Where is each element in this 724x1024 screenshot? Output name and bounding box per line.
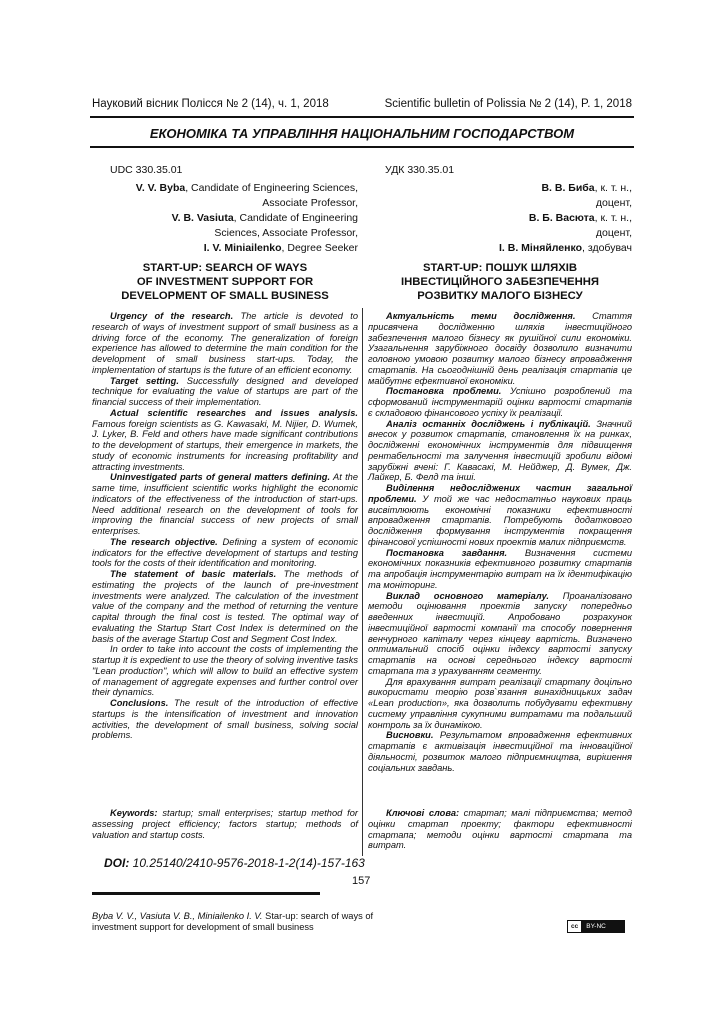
author-name: В. Б. Васюта	[528, 212, 595, 224]
citation	[92, 911, 412, 933]
paragraph-heading: Виділення недосліджених частин загальної проблеми.	[368, 483, 632, 504]
footer-rule	[92, 892, 320, 895]
paragraph-heading: Постановка завдання.	[386, 547, 508, 558]
keywords-label: Ключові слова:	[386, 808, 460, 818]
title-line: ІНВЕСТИЦІЙНОГО ЗАБЕЗПЕЧЕННЯ	[400, 276, 600, 288]
author-credentials: , здобувач	[582, 242, 632, 254]
authors-uk	[368, 181, 632, 256]
abstract-paragraph	[92, 537, 358, 569]
paragraph-text: У той же час недостатньо наукових праць висвітлюють економічні показники ефективності впровадження стартапів. Потребують додаткового дослідження формування інструментів покращення фінансової успішності нових проектів малих підприємств.	[368, 493, 632, 547]
title-line: OF INVESTMENT SUPPORT FOR	[136, 276, 314, 288]
column-divider	[362, 308, 363, 856]
article-title-uk	[368, 261, 632, 303]
abstract-paragraph	[92, 376, 358, 408]
author-line	[92, 181, 358, 196]
section-rule	[90, 146, 634, 148]
abstract-paragraph	[92, 644, 358, 698]
title-line: DEVELOPMENT OF SMALL BUSINESS	[121, 290, 329, 302]
paragraph-text: Defining a system of economic indicators for the effective development of startups and testing tools for the costs of their identification and monitoring.	[92, 536, 358, 569]
author-line	[92, 226, 358, 241]
section-title: ЕКОНОМІКА ТА УПРАВЛІННЯ НАЦІОНАЛЬНИМ ГОСПОДАРСТВОМ	[149, 126, 575, 141]
journal-header-uk: Науковий вісник Полісся № 2 (14), ч. 1, 2018	[92, 98, 329, 110]
author-line	[92, 241, 358, 256]
title-line: РОЗВИТКУ МАЛОГО БІЗНЕСУ	[417, 290, 583, 302]
paragraph-heading: Висновки.	[386, 730, 434, 741]
author-line	[92, 196, 358, 211]
citation-text: Star-up: search of ways of investment support for development of small business	[92, 911, 374, 932]
paragraph-text: Successfully designed and developed technique for evaluating the value of startups are part of the financial success of their implementation.	[92, 375, 358, 407]
paragraph-text: Famous foreign scientists as G. Kawasaki, M. Nijier, D. Wumek, J. Lyker, B. Feld and others have made significant contributions to the development of startups, their emergence in markets, the study of economic instruments for increasing profitability and attracting investments.	[92, 418, 358, 472]
author-name: V. B. Vasiuta	[171, 212, 234, 224]
paragraph-text: Успішно розроблений та сформований інструментарій оцінки вартості стартапів є складовою фінансового успіху їх реалізації.	[368, 386, 632, 418]
paragraph-text: Проаналізовано методи оцінювання проектів запуску попередньо введенних інвестицій. Апробовано розрахунок інвестиційної вартості компанії та способу повернення венчурного капіталу через кінцеву вартість. Визначено оптимальний спосіб оцінки індексу вартості запуску стартапів на основі середнього індексу вартості стартапа та з урахуванням сегменту.	[368, 590, 632, 676]
abstract-paragraph	[368, 483, 632, 548]
author-credentials: , Candidate of Engineering	[233, 212, 358, 224]
abstract-paragraph	[368, 419, 632, 484]
author-line	[368, 181, 632, 196]
author-line	[92, 211, 358, 226]
journal-header-en: Scientific bulletin of Polissia № 2 (14), P. 1, 2018	[384, 98, 632, 110]
cc-license-badge[interactable]	[567, 920, 625, 933]
doi-label: DOI:	[104, 856, 130, 870]
article-title-en	[92, 261, 358, 303]
cc-icon: cc	[568, 921, 581, 932]
author-credentials: Sciences, Associate Professor,	[214, 227, 358, 239]
abstract-paragraph	[368, 386, 632, 418]
paragraph-heading: Target setting.	[110, 375, 179, 386]
doi[interactable]	[104, 856, 365, 870]
paragraph-text: Значний внесок у розвиток стартапів, становлення їх на ринках, дослідженні економічних інструментів для підвищення рентабельності та залучення інвестицій зробили відомі зарубіжні вчені: Г. Кавасакі, М. Нейджер, Д. Вумек, Дж. Лайкер, Б. Фелд та інші.	[368, 418, 632, 483]
citation-authors: Byba V. V., Vasiuta V. B., Miniailenko I. V.	[92, 911, 263, 921]
abstract-paragraph	[92, 472, 358, 537]
author-credentials: , Candidate of Engineering Sciences,	[185, 182, 358, 194]
paragraph-heading: Постановка проблеми.	[386, 386, 502, 397]
abstract-uk	[368, 311, 632, 773]
paragraph-heading: The research objective.	[110, 536, 218, 547]
paragraph-text: At the same time, insufficient scientific works highlight the economic indicators of the effectiveness of the introduction of start-ups. Need additional research on the development of tools for improving the financial success of new projects of small enterprises.	[92, 472, 359, 536]
paragraph-text: Для врахування витрат реалізації стартапу доцільно використати теорію розв`язання винахідницьких задач «Lean production», яка дозволить побудувати ефективну систему управління сукупними витратами та подальший контроль за їх динамікою.	[368, 676, 632, 730]
paragraph-text: The article is devoted to research of ways of investment support of small business as a driving force of the economy. The generalization of foreign experience has allowed to determine the main condition for the development of small business start-ups. Today, the implementation of startups is the future of an efficient economy.	[92, 311, 358, 375]
author-credentials: Associate Professor,	[262, 197, 358, 209]
author-credentials: , к. т. н.,	[594, 182, 632, 194]
author-name: В. В. Биба	[541, 182, 595, 194]
paragraph-heading: Actual scientific researches and issues analysis.	[110, 407, 358, 418]
author-name: V. V. Byba	[135, 182, 186, 194]
abstract-paragraph	[92, 311, 358, 376]
paragraph-text: The result of the introduction of effective startups is the intensification of investment and innovation activities, the development of small business, solving social problems.	[92, 698, 358, 741]
paragraph-text: Стаття присвячена дослідженню шляхів інвестиційного забезпечення малого бізнесу як рушійної сили економіки. Узагальнення зарубіжного досвіду дозволило визначити головною умовою розвитку малого бізнесу впровадження стартапів. На сьогоднішній день реалізація стартапів це майбутнє ефективної економіки.	[368, 311, 632, 386]
abstract-paragraph	[368, 730, 632, 773]
abstract-paragraph	[92, 698, 358, 741]
author-name: I. V. Miniailenko	[203, 242, 282, 254]
abstract-paragraph	[92, 408, 358, 473]
keywords-label: Keywords:	[110, 808, 158, 818]
keywords-text: startup; small enterprises; startup method for assessing project efficiency; factors startup; methods of valuation and startup costs.	[92, 808, 358, 840]
paragraph-heading: The statement of basic materials.	[110, 569, 277, 579]
author-line	[368, 196, 632, 211]
abstract-en	[92, 311, 358, 741]
paragraph-text: In order to take into account the costs of implementing the startup it is expedient to use the theory of solving inventive tasks "Lean production", which will allow to build an effective system of management of aggregate expenses and further control over their dynamics.	[92, 644, 358, 698]
paragraph-heading: Conclusions.	[110, 698, 169, 708]
author-credentials: доцент,	[595, 197, 632, 209]
header-rule	[90, 116, 634, 118]
author-name: І. В. Міняйленко	[499, 242, 583, 254]
authors-en	[92, 181, 358, 256]
abstract-paragraph	[368, 548, 632, 591]
paragraph-text: The methods of estimating the projects of the launch of pre-investment investments were analyzed. The calculation of the investment value of the company and the method of returning the venture capital through the final cost is tested. The optimal way of evaluating the Startup Start Cost Index is determined on the basis of the average Startup Cost and Segment Cost Index.	[92, 569, 358, 644]
author-credentials: , к. т. н.,	[594, 212, 632, 224]
paragraph-heading: Виклад основного матеріалу.	[386, 590, 549, 601]
paragraph-heading: Uninvestigated parts of general matters defining.	[110, 472, 331, 483]
author-credentials: доцент,	[595, 227, 632, 239]
page-number: 157	[352, 875, 371, 887]
paragraph-text: Визначення системи економічних показників ефективного розвитку стартапів та апробація інструментарію витрат на їх ідентифікацію та моніторинг.	[368, 547, 632, 590]
abstract-paragraph	[368, 591, 632, 677]
paragraph-heading: Аналіз останніх досліджень і публікацій.	[386, 418, 591, 429]
title-line: START-UP: SEARCH OF WAYS	[142, 262, 308, 274]
doi-value[interactable]: 10.25140/2410-9576-2018-1-2(14)-157-163	[129, 856, 365, 870]
abstract-paragraph	[92, 569, 358, 644]
keywords-en	[92, 808, 358, 840]
udc-uk: УДК 330.35.01	[385, 164, 455, 176]
keywords-text: стартап; малі підприємства; метод оцінки стартап проекту; фактори ефективності стартапа; методи оцінки вартості стартапа та витрат.	[368, 808, 632, 851]
license-type: BY-NC	[586, 923, 606, 930]
author-line	[368, 241, 632, 256]
paragraph-heading: Urgency of the research.	[110, 311, 234, 321]
udc-en: UDC 330.35.01	[110, 164, 183, 176]
author-credentials: , Degree Seeker	[281, 242, 358, 254]
keywords-uk	[368, 808, 632, 851]
author-line	[368, 211, 632, 226]
paragraph-text: Результатом впровадження ефективних стартапів є активізація інвестиційної та інноваційної діяльності, розвиток малого підприємництва, вирішення соціальних завдань.	[368, 730, 632, 773]
paragraph-heading: Актуальність теми дослідження.	[386, 311, 576, 321]
abstract-paragraph	[368, 311, 632, 386]
author-line	[368, 226, 632, 241]
title-line: START-UP: ПОШУК ШЛЯХІВ	[422, 262, 578, 274]
abstract-paragraph	[368, 677, 632, 731]
